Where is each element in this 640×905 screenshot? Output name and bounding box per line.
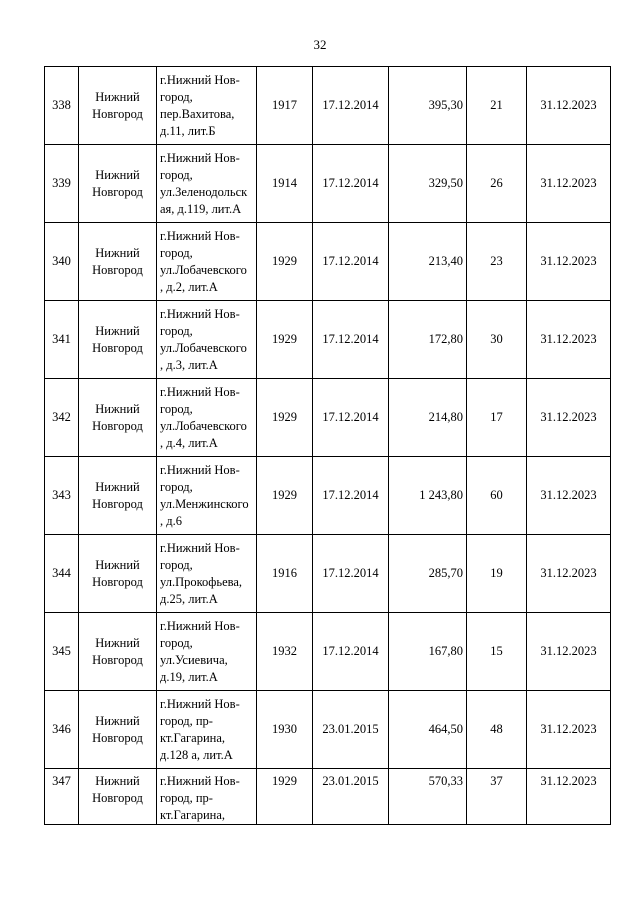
address-line: г.Нижний Нов-: [160, 540, 240, 555]
address-line: г.Нижний Нов-: [160, 774, 240, 788]
row-number-cell: 338: [45, 67, 79, 145]
row-number-cell: 347: [45, 769, 79, 825]
address-line: , д.3, лит.А: [160, 357, 218, 372]
row-number-cell: 342: [45, 379, 79, 457]
row-number-cell: 343: [45, 457, 79, 535]
area-cell: 214,80: [389, 379, 467, 457]
area-cell: 167,80: [389, 613, 467, 691]
residents-count-cell: 26: [467, 145, 527, 223]
address-line: ул.Лобачевского: [160, 418, 247, 433]
row-number-cell: 346: [45, 691, 79, 769]
address-cell: [157, 769, 257, 825]
build-year-cell: 1917: [257, 67, 313, 145]
area-cell: 172,80: [389, 301, 467, 379]
city-cell: Нижний Новгород: [79, 223, 157, 301]
city-cell: Нижний Новгород: [79, 769, 157, 825]
address-line: город,: [160, 635, 193, 650]
build-year-cell: 1914: [257, 145, 313, 223]
row-number-cell: 344: [45, 535, 79, 613]
residents-count-cell: 21: [467, 67, 527, 145]
record-date-cell: 17.12.2014: [313, 223, 389, 301]
table-row: [45, 379, 611, 457]
address-cell: [157, 457, 257, 535]
build-year-cell: 1916: [257, 535, 313, 613]
address-line: город,: [160, 167, 193, 182]
address-cell: [157, 67, 257, 145]
record-date-cell: 17.12.2014: [313, 457, 389, 535]
row-number-cell: 340: [45, 223, 79, 301]
address-line: город,: [160, 479, 193, 494]
address-line: д.128 а, лит.А: [160, 747, 233, 762]
record-date-cell: 17.12.2014: [313, 613, 389, 691]
end-date-cell: 31.12.2023: [527, 379, 611, 457]
address-line: г.Нижний Нов-: [160, 462, 240, 477]
city-cell: Нижний Новгород: [79, 535, 157, 613]
address-cell: [157, 379, 257, 457]
address-line: кт.Гагарина,: [160, 730, 225, 745]
table-row: [45, 769, 611, 825]
record-date-cell: 23.01.2015: [313, 769, 389, 825]
row-number-cell: 339: [45, 145, 79, 223]
end-date-cell: 31.12.2023: [527, 613, 611, 691]
address-line: город, пр-: [160, 713, 213, 728]
area-cell: 395,30: [389, 67, 467, 145]
residents-count-cell: 60: [467, 457, 527, 535]
address-line: город,: [160, 89, 193, 104]
page-number: 32: [313, 37, 327, 52]
area-cell: 464,50: [389, 691, 467, 769]
address-cell: [157, 145, 257, 223]
table-row: [45, 301, 611, 379]
record-date-cell: 17.12.2014: [313, 145, 389, 223]
address-line: д.11, лит.Б: [160, 123, 216, 138]
record-date-cell: 17.12.2014: [313, 535, 389, 613]
address-line: город,: [160, 245, 193, 260]
end-date-cell: 31.12.2023: [527, 301, 611, 379]
address-line: ул.Лобачевского: [160, 262, 247, 277]
address-line: д.19, лит.А: [160, 669, 218, 684]
address-line: ул.Усиевича,: [160, 652, 228, 667]
row-number-cell: 341: [45, 301, 79, 379]
area-cell: 1 243,80: [389, 457, 467, 535]
end-date-cell: 31.12.2023: [527, 691, 611, 769]
address-cell: [157, 691, 257, 769]
area-cell: 285,70: [389, 535, 467, 613]
residents-count-cell: 17: [467, 379, 527, 457]
end-date-cell: 31.12.2023: [527, 535, 611, 613]
residents-count-cell: 23: [467, 223, 527, 301]
address-line: г.Нижний Нов-: [160, 306, 240, 321]
area-cell: 329,50: [389, 145, 467, 223]
address-cell: [157, 535, 257, 613]
address-line: кт.Гагарина,: [160, 808, 225, 822]
table-row: [45, 145, 611, 223]
address-line: г.Нижний Нов-: [160, 228, 240, 243]
city-cell: Нижний Новгород: [79, 613, 157, 691]
address-line: ул.Зеленодольск: [160, 184, 248, 199]
registry-body: [45, 67, 611, 825]
address-line: г.Нижний Нов-: [160, 150, 240, 165]
table-row: [45, 535, 611, 613]
address-line: д.25, лит.А: [160, 591, 218, 606]
end-date-cell: 31.12.2023: [527, 223, 611, 301]
record-date-cell: 17.12.2014: [313, 379, 389, 457]
address-cell: [157, 613, 257, 691]
address-line: , д.6: [160, 513, 182, 528]
city-cell: Нижний Новгород: [79, 301, 157, 379]
address-line: пер.Вахитова,: [160, 106, 235, 121]
build-year-cell: 1929: [257, 301, 313, 379]
housing-registry-table: [44, 66, 611, 825]
address-line: ая, д.119, лит.А: [160, 201, 242, 216]
residents-count-cell: 48: [467, 691, 527, 769]
city-cell: Нижний Новгород: [79, 379, 157, 457]
build-year-cell: 1929: [257, 223, 313, 301]
build-year-cell: 1929: [257, 457, 313, 535]
address-line: , д.2, лит.А: [160, 279, 218, 294]
address-line: ул.Прокофьева,: [160, 574, 243, 589]
record-date-cell: 23.01.2015: [313, 691, 389, 769]
build-year-cell: 1929: [257, 769, 313, 825]
build-year-cell: 1932: [257, 613, 313, 691]
address-line: город,: [160, 401, 193, 416]
city-cell: Нижний Новгород: [79, 457, 157, 535]
build-year-cell: 1930: [257, 691, 313, 769]
address-line: г.Нижний Нов-: [160, 72, 240, 87]
table-row: [45, 67, 611, 145]
residents-count-cell: 30: [467, 301, 527, 379]
end-date-cell: 31.12.2023: [527, 457, 611, 535]
end-date-cell: 31.12.2023: [527, 67, 611, 145]
city-cell: Нижний Новгород: [79, 67, 157, 145]
address-line: ул.Лобачевского: [160, 340, 247, 355]
residents-count-cell: 19: [467, 535, 527, 613]
table-row: [45, 613, 611, 691]
end-date-cell: 31.12.2023: [527, 769, 611, 825]
area-cell: 213,40: [389, 223, 467, 301]
end-date-cell: 31.12.2023: [527, 145, 611, 223]
residents-count-cell: 15: [467, 613, 527, 691]
address-line: город,: [160, 557, 193, 572]
address-line: г.Нижний Нов-: [160, 618, 240, 633]
table-row: [45, 457, 611, 535]
table-row: [45, 691, 611, 769]
address-line: , д.4, лит.А: [160, 435, 218, 450]
address-line: г.Нижний Нов-: [160, 384, 240, 399]
record-date-cell: 17.12.2014: [313, 67, 389, 145]
city-cell: Нижний Новгород: [79, 691, 157, 769]
residents-count-cell: 37: [467, 769, 527, 825]
city-cell: Нижний Новгород: [79, 145, 157, 223]
address-line: г.Нижний Нов-: [160, 696, 240, 711]
record-date-cell: 17.12.2014: [313, 301, 389, 379]
address-line: город,: [160, 323, 193, 338]
address-cell: [157, 301, 257, 379]
table-row: [45, 223, 611, 301]
address-line: город, пр-: [160, 791, 213, 805]
build-year-cell: 1929: [257, 379, 313, 457]
row-number-cell: 345: [45, 613, 79, 691]
address-cell: [157, 223, 257, 301]
area-cell: 570,33: [389, 769, 467, 825]
address-line: ул.Менжинского: [160, 496, 249, 511]
